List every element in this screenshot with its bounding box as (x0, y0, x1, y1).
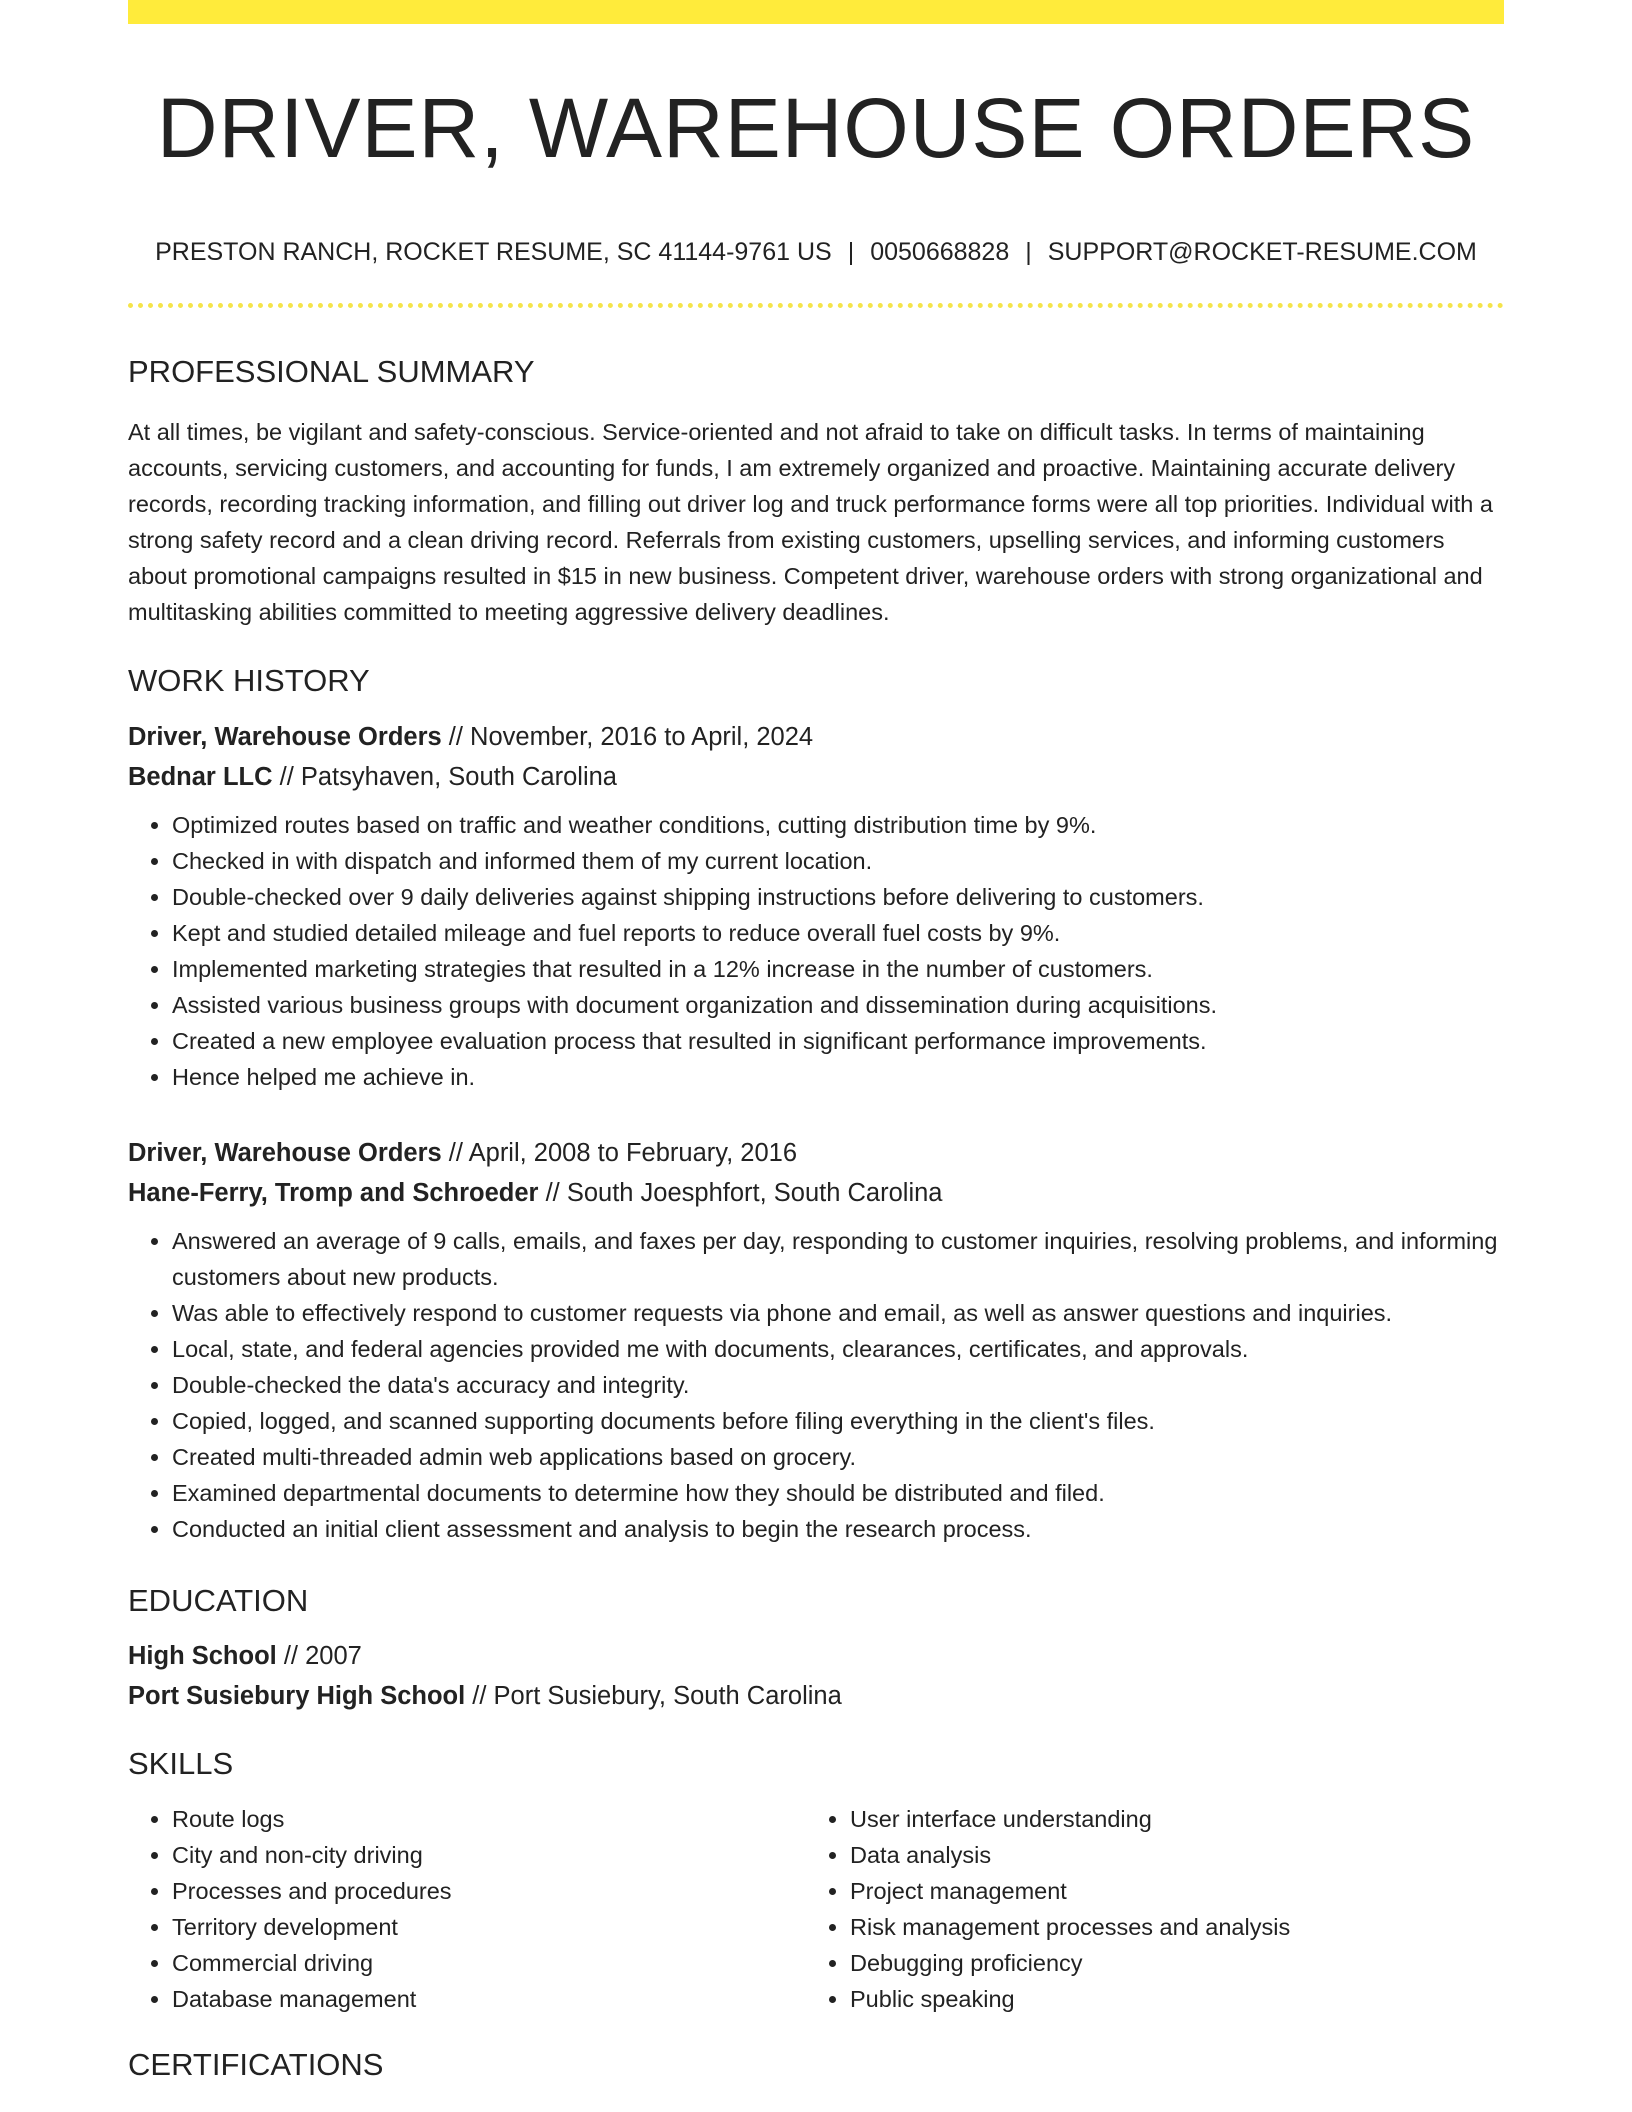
job-title-line (128, 717, 1504, 757)
candidate-name: DRIVER, WAREHOUSE ORDERS (156, 81, 1476, 175)
accent-bar (128, 0, 1504, 24)
job-company-line (128, 757, 1504, 797)
skill-item: • City and non-city driving (172, 1837, 806, 1873)
job-bullets (128, 807, 1504, 1095)
work-history-heading: WORK HISTORY (128, 663, 370, 698)
job-bullet: • Assisted various business groups with document organization and dissemination during acquisitions. (172, 987, 1504, 1023)
job-dates: // November, 2016 to April, 2024 (448, 723, 814, 751)
contact-separator: | (847, 238, 855, 266)
job-entry (128, 1133, 1504, 1547)
contact-address: PRESTON RANCH, ROCKET RESUME, SC 41144-9761 US (155, 238, 832, 266)
resume-page (128, 0, 1504, 2080)
job-bullet: • Was able to effectively respond to customer requests via phone and email, as well as answer questions and inquiries. (172, 1295, 1504, 1331)
skill-item: • Project management (850, 1873, 1484, 1909)
contact-separator: | (1025, 238, 1032, 266)
job-bullet: • Hence helped me achieve in. (172, 1059, 1504, 1095)
job-entry (128, 717, 1504, 1095)
skill-item: • Commercial driving (172, 1945, 806, 1981)
skill-item: • Territory development (172, 1909, 806, 1945)
skill-item: • Debugging proficiency (850, 1945, 1484, 1981)
job-location: // Patsyhaven, South Carolina (279, 763, 617, 791)
job-role: Driver, Warehouse Orders (128, 723, 442, 751)
job-bullet: • Optimized routes based on traffic and weather conditions, cutting distribution time by 9%. (172, 807, 1504, 843)
job-bullet: • Created a new employee evaluation process that resulted in significant performance improvements. (172, 1023, 1504, 1059)
skill-item: • Processes and procedures (172, 1873, 806, 1909)
education-heading: EDUCATION (128, 1583, 309, 1618)
job-bullet: • Created multi-threaded admin web applications based on grocery. (172, 1439, 1504, 1475)
education-degree-line (128, 1636, 1504, 1676)
contact-email: SUPPORT@ROCKET-RESUME.COM (1047, 238, 1477, 266)
job-role: Driver, Warehouse Orders (128, 1139, 442, 1167)
summary-text: At all times, be vigilant and safety-conscious. Service-oriented and not afraid to take on difficult tasks. In terms of maintaining accounts, servicing customers, and accounting for funds, I am extremely organized and proactive. Maintaining accurate delivery records, recording tracking information, and filling out driver log and truck performance forms were all top priorities. Individual with a strong safety record and a clean driving record. Referrals from existing customers, upselling services, and informing customers about promotional campaigns resulted in $15 in new business. Competent driver, warehouse orders with strong organizational and multitasking abilities committed to meeting aggressive delivery deadlines. (128, 419, 1493, 625)
job-bullet: • Local, state, and federal agencies provided me with documents, clearances, certificates, and approvals. (172, 1331, 1504, 1367)
job-company-line (128, 1173, 1504, 1213)
job-dates: // April, 2008 to February, 2016 (448, 1139, 798, 1167)
skill-item: • User interface understanding (850, 1801, 1484, 1837)
job-bullet: • Answered an average of 9 calls, emails, and faxes per day, responding to customer inquiries, resolving problems, and informing customers about new products. (172, 1223, 1504, 1295)
job-bullets (128, 1223, 1504, 1547)
job-bullet: • Copied, logged, and scanned supporting documents before filing everything in the client's files. (172, 1403, 1504, 1439)
job-bullet: • Kept and studied detailed mileage and fuel reports to reduce overall fuel costs by 9%. (172, 915, 1504, 951)
skill-item: • Route logs (172, 1801, 806, 1837)
job-company: Bednar LLC (128, 763, 273, 791)
skill-item: • Risk management processes and analysis (850, 1909, 1484, 1945)
skills-heading: SKILLS (128, 1746, 234, 1781)
job-bullet: • Checked in with dispatch and informed them of my current location. (172, 843, 1504, 879)
skills-column-right (806, 1801, 1484, 2017)
certifications-heading: CERTIFICATIONS (128, 2047, 384, 2082)
job-bullet: • Conducted an initial client assessment and analysis to begin the research process. (172, 1511, 1504, 1547)
education-degree: High School (128, 1642, 277, 1670)
header-divider (128, 303, 1504, 308)
summary-heading: PROFESSIONAL SUMMARY (128, 354, 535, 389)
job-title-line (128, 1133, 1504, 1173)
skill-item: • Database management (172, 1981, 806, 2017)
skills-list (128, 1801, 1504, 2017)
education-entry (128, 1636, 1504, 1716)
job-bullet: • Double-checked the data's accuracy and integrity. (172, 1367, 1504, 1403)
skill-item: • Public speaking (850, 1981, 1484, 2017)
contact-line (128, 240, 1504, 265)
education-school-line (128, 1676, 1504, 1716)
job-company: Hane-Ferry, Tromp and Schroeder (128, 1179, 539, 1207)
education-location: // Port Susiebury, South Carolina (472, 1682, 842, 1710)
job-bullet: • Examined departmental documents to determine how they should be distributed and filed. (172, 1475, 1504, 1511)
skill-item: • Data analysis (850, 1837, 1484, 1873)
job-bullet: • Double-checked over 9 daily deliveries against shipping instructions before delivering to customers. (172, 879, 1504, 915)
contact-phone: 0050668828 (870, 238, 1010, 266)
job-bullet: • Implemented marketing strategies that resulted in a 12% increase in the number of customers. (172, 951, 1504, 987)
education-year: // 2007 (283, 1642, 362, 1670)
education-school: Port Susiebury High School (128, 1682, 466, 1710)
job-location: // South Joesphfort, South Carolina (545, 1179, 943, 1207)
skills-column-left (128, 1801, 806, 2017)
